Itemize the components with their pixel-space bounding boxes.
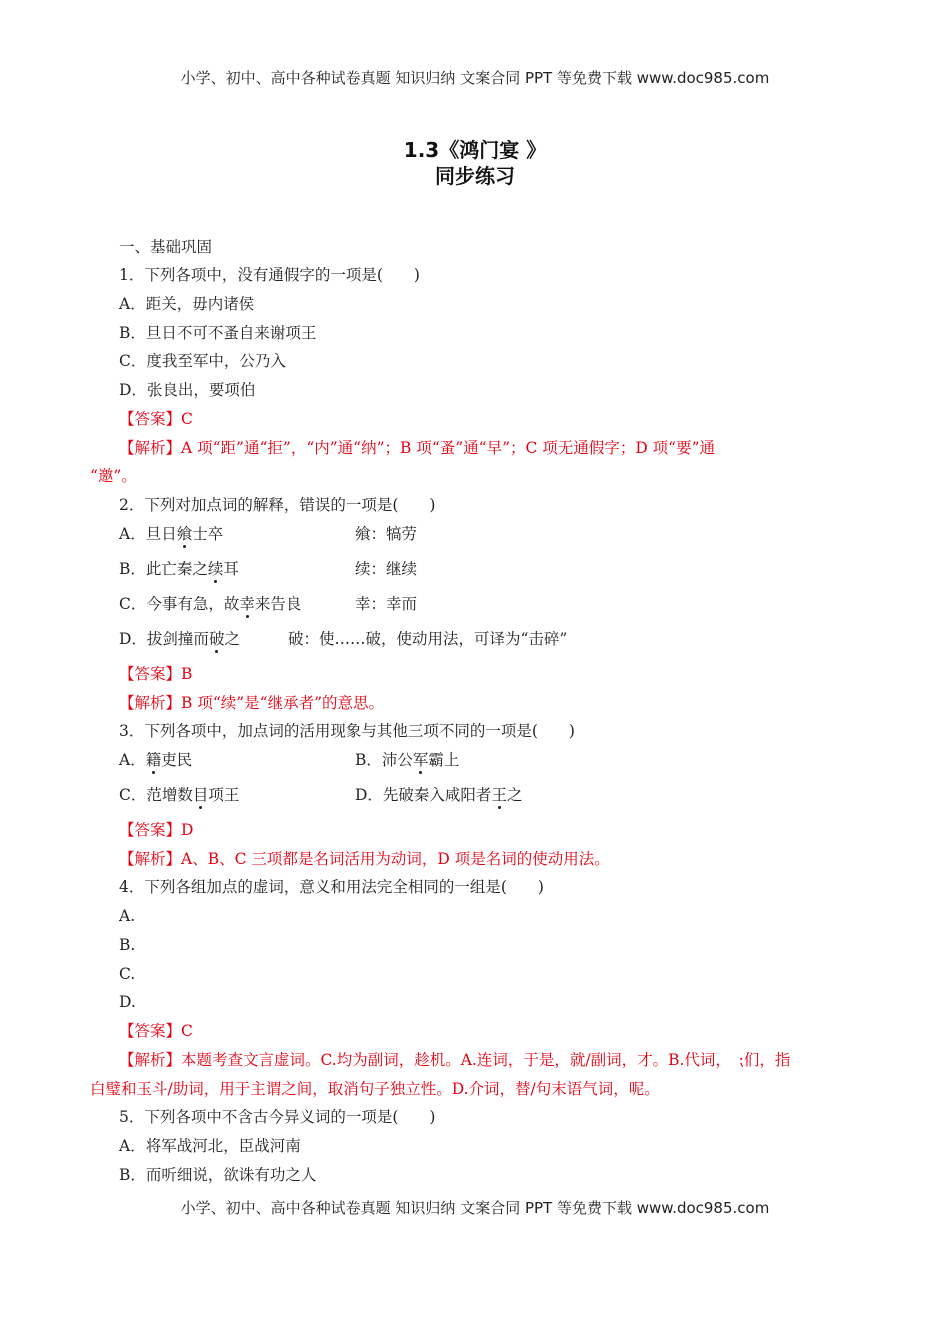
q2-option-c: C．今事有急，故幸来告良 (119, 595, 302, 613)
q2-option-a-explanation: 飨：犒劳 (355, 525, 418, 543)
section-heading: 一、基础巩固 (119, 238, 213, 256)
q2-option-b: B．此亡秦之续耳 (119, 560, 239, 578)
q3-option-c: C．范增数目项王 (119, 786, 240, 804)
page-footer: 小学、初中、高中各种试卷真题 知识归纳 文案合同 PPT 等免费下载 www.doc985.com (180, 1199, 770, 1217)
q1-answer: 【答案】C (119, 410, 193, 428)
q4-option-d: D. (119, 993, 136, 1011)
q4-option-c: C. (119, 965, 136, 983)
q4-analysis-cont: 白璧和玉斗/助词，用于主谓之间，取消句子独立性。D.介词，替/句末语气词，呢。 (90, 1080, 660, 1098)
q1-option-b: B．旦日不可不蚤自来谢项王 (119, 324, 317, 342)
q3-option-d: D．先破秦入咸阳者王之 (355, 786, 523, 804)
q2-stem: 2．下列对加点词的解释，错误的一项是( ) (119, 496, 436, 514)
q1-analysis: 【解析】A 项“距”通“拒”，“内”通“纳”；B 项“蚤”通“早”；C 项无通假字；D 项“要”通 (119, 439, 716, 457)
q1-option-d: D．张良出，要项伯 (119, 381, 256, 399)
q3-option-b: B．沛公军霸上 (355, 751, 460, 769)
doc-subtitle: 同步练习 (435, 164, 515, 188)
q3-answer: 【答案】D (119, 821, 194, 839)
q1-stem: 1．下列各项中，没有通假字的一项是( ) (119, 266, 420, 284)
q4-option-b: B. (119, 936, 136, 954)
q2-answer: 【答案】B (119, 665, 193, 683)
q2-analysis: 【解析】B 项“续”是“继承者”的意思。 (119, 694, 385, 712)
q5-option-b: B．而听细说，欲诛有功之人 (119, 1166, 317, 1184)
q1-analysis-cont: “邀”。 (90, 467, 137, 485)
q3-stem: 3．下列各项中，加点词的活用现象与其他三项不同的一项是( ) (119, 722, 575, 740)
q3-analysis: 【解析】A、B、C 三项都是名词活用为动词，D 项是名词的使动用法。 (119, 850, 610, 868)
q4-stem: 4．下列各组加点的虚词，意义和用法完全相同的一组是( ) (119, 878, 544, 896)
q5-option-a: A．将军战河北，臣战河南 (119, 1137, 301, 1155)
q2-option-d: D．拔剑撞而破之 (119, 630, 240, 648)
q2-option-d-explanation: 破：使……破，使动用法，可译为“击碎” (288, 630, 568, 648)
q1-option-a: A．距关，毋内诸侯 (119, 295, 255, 313)
q4-analysis: 【解析】本题考查文言虚词。C.均为副词，趁机。A.连词，于是，就/副词，才。B.代词， ⁏们，指 (119, 1051, 791, 1069)
q3-option-a: A．籍吏民 (119, 751, 193, 769)
q2-option-b-explanation: 续：继续 (355, 560, 418, 578)
doc-title: 1.3《鸿门宴 》 (403, 138, 547, 162)
q1-option-c: C．度我至军中，公乃入 (119, 352, 286, 370)
q4-answer: 【答案】C (119, 1022, 193, 1040)
q5-stem: 5．下列各项中不含古今异义词的一项是( ) (119, 1108, 436, 1126)
page-header: 小学、初中、高中各种试卷真题 知识归纳 文案合同 PPT 等免费下载 www.doc985.com (180, 69, 770, 87)
q2-option-c-explanation: 幸：幸而 (355, 595, 418, 613)
q4-option-a: A. (119, 907, 136, 925)
q2-option-a: A．旦日飨士卒 (119, 525, 224, 543)
